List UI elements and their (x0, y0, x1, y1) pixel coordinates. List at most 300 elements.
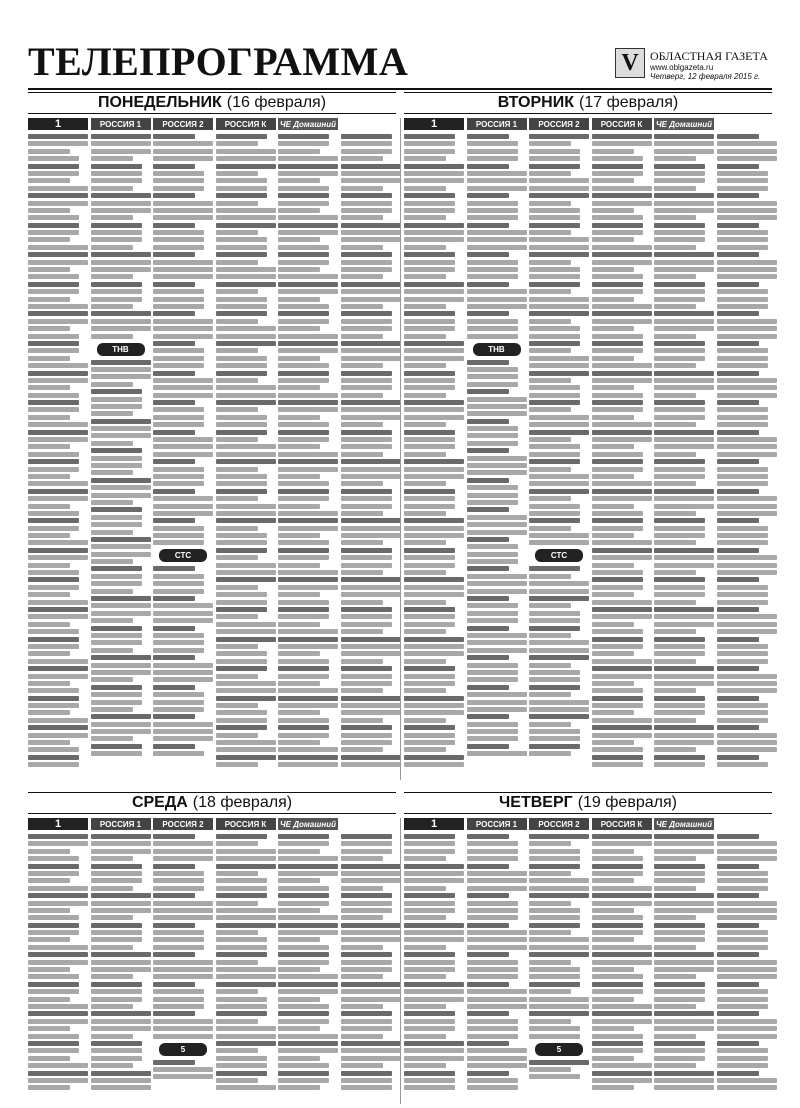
program-line (28, 1078, 88, 1083)
channel-logo: ЧЕ Домашний (654, 118, 714, 130)
day-date: (16 февраля) (226, 94, 327, 111)
program-line (153, 736, 213, 741)
program-line (153, 1011, 195, 1016)
program-line (529, 378, 571, 383)
program-line (91, 411, 133, 416)
program-line (529, 274, 580, 279)
program-line (654, 629, 696, 634)
program-line (654, 747, 696, 752)
program-line (278, 974, 338, 979)
program-line (91, 930, 142, 935)
program-line (278, 1048, 338, 1053)
program-line (467, 404, 527, 409)
program-line (28, 518, 79, 523)
program-line (592, 703, 643, 708)
program-line (404, 311, 455, 316)
program-line (592, 304, 652, 309)
program-line (91, 201, 151, 206)
program-line (529, 997, 589, 1002)
program-line (529, 156, 580, 161)
program-line (216, 496, 258, 501)
program-line (467, 908, 518, 913)
program-line (341, 688, 383, 693)
program-line (467, 367, 518, 372)
program-line (592, 651, 634, 656)
program-line (529, 856, 580, 861)
program-line (341, 886, 383, 891)
program-line (654, 201, 714, 206)
program-line (153, 864, 195, 869)
program-line (341, 164, 401, 169)
program-line (717, 864, 759, 869)
program-line (278, 923, 338, 928)
program-line (592, 363, 652, 368)
program-line (91, 574, 142, 579)
program-line (28, 893, 88, 898)
program-line (91, 967, 151, 972)
program-line (153, 223, 195, 228)
program-line (278, 945, 329, 950)
program-line (341, 378, 392, 383)
program-line (28, 607, 88, 612)
program-line (592, 489, 652, 494)
program-line (153, 1019, 213, 1024)
program-line (91, 304, 133, 309)
program-line (467, 707, 527, 712)
program-line (216, 659, 267, 664)
program-line (467, 937, 527, 942)
program-line (467, 685, 509, 690)
program-line (529, 603, 571, 608)
program-line (153, 908, 213, 913)
channel-column (216, 818, 276, 1104)
program-line (216, 681, 276, 686)
program-line (216, 688, 276, 693)
program-line (216, 666, 267, 671)
program-line (341, 452, 383, 457)
program-line (341, 415, 401, 420)
program-line (654, 600, 696, 605)
program-line (278, 1004, 329, 1009)
program-line (404, 245, 446, 250)
program-line (592, 666, 652, 671)
program-line (592, 930, 643, 935)
program-line (404, 156, 446, 161)
program-line (341, 400, 401, 405)
program-line (28, 725, 88, 730)
program-line (153, 134, 195, 139)
program-line (717, 886, 768, 891)
program-line (28, 334, 79, 339)
program-line (28, 871, 79, 876)
program-line (592, 841, 652, 846)
program-line (91, 515, 142, 520)
program-line (529, 304, 589, 309)
program-line (216, 725, 267, 730)
program-line (717, 622, 777, 627)
program-line (91, 1019, 151, 1024)
program-line (404, 982, 464, 987)
program-line (654, 681, 714, 686)
program-line (404, 893, 455, 898)
program-line (654, 260, 714, 265)
program-line (91, 500, 133, 505)
program-line (341, 989, 401, 994)
program-line (654, 511, 696, 516)
program-line (529, 1074, 580, 1079)
program-line (216, 334, 276, 339)
program-line (529, 670, 580, 675)
program-line (404, 651, 464, 656)
program-line (278, 849, 320, 854)
program-line (341, 952, 392, 957)
program-line (404, 178, 464, 183)
program-line (28, 371, 88, 376)
program-line (91, 952, 151, 957)
program-line (467, 215, 518, 220)
program-line (341, 718, 383, 723)
program-line (153, 982, 195, 987)
program-line (91, 589, 133, 594)
program-line (654, 614, 714, 619)
program-line (278, 703, 338, 708)
program-line (592, 577, 643, 582)
program-line (341, 319, 392, 324)
program-line (529, 736, 580, 741)
program-line (717, 740, 777, 745)
program-line (592, 1041, 643, 1046)
program-line (28, 901, 88, 906)
program-line (216, 319, 258, 324)
program-line (654, 193, 714, 198)
program-line (216, 186, 267, 191)
program-line (341, 1063, 383, 1068)
program-line (529, 841, 571, 846)
program-line (216, 341, 276, 346)
program-line (592, 1078, 652, 1083)
program-line (341, 193, 392, 198)
program-line (529, 1034, 580, 1039)
program-line (216, 171, 258, 176)
program-line (91, 311, 151, 316)
program-line (467, 141, 518, 146)
program-line (467, 267, 518, 272)
program-line (654, 504, 714, 509)
program-line (404, 274, 446, 279)
program-line (91, 559, 133, 564)
program-line (341, 666, 392, 671)
program-line (717, 363, 768, 368)
program-line (28, 864, 79, 869)
program-line (278, 193, 329, 198)
program-line (278, 666, 329, 671)
program-line (216, 607, 267, 612)
day-name: ПОНЕДЕЛЬНИК (97, 94, 222, 111)
program-line (654, 563, 714, 568)
program-line (654, 422, 696, 427)
program-line (216, 930, 258, 935)
program-line (278, 474, 320, 479)
program-line (654, 141, 714, 146)
program-line (153, 518, 195, 523)
program-line (529, 149, 580, 154)
program-line (592, 1004, 652, 1009)
program-line (28, 659, 88, 664)
program-line (153, 648, 204, 653)
program-line (216, 430, 267, 435)
program-line (404, 511, 446, 516)
program-line (278, 164, 338, 169)
program-line (341, 1041, 401, 1046)
program-line (91, 289, 142, 294)
program-line (278, 141, 329, 146)
program-line (592, 260, 652, 265)
program-line (717, 651, 768, 656)
program-line (216, 718, 267, 723)
program-line (216, 614, 258, 619)
program-line (717, 901, 777, 906)
program-line (717, 526, 768, 531)
program-line (717, 385, 777, 390)
program-line (592, 614, 652, 619)
program-line (216, 908, 276, 913)
program-line (153, 215, 213, 220)
program-line (91, 618, 133, 623)
program-line (278, 319, 329, 324)
program-line (91, 478, 151, 483)
program-line (654, 304, 696, 309)
program-line (467, 960, 518, 965)
program-line (654, 215, 696, 220)
program-line (278, 548, 329, 553)
program-line (529, 611, 580, 616)
program-line (717, 762, 768, 767)
program-line (153, 1026, 213, 1031)
program-line (153, 467, 204, 472)
program-line (153, 452, 213, 457)
program-line (153, 871, 204, 876)
program-line (28, 622, 70, 627)
program-line (341, 245, 383, 250)
program-line (216, 864, 276, 869)
program-line (592, 422, 652, 427)
program-line (278, 989, 338, 994)
program-line (341, 1048, 401, 1053)
program-line (529, 267, 580, 272)
program-line (592, 400, 643, 405)
program-line (341, 533, 401, 538)
program-line (278, 696, 338, 701)
program-line (341, 1056, 401, 1061)
program-line (592, 762, 643, 767)
program-line (467, 252, 509, 257)
program-line (153, 304, 204, 309)
program-line (28, 245, 88, 250)
program-line (717, 592, 768, 597)
program-line (654, 1056, 705, 1061)
program-line (216, 960, 258, 965)
program-line (91, 736, 133, 741)
program-line (592, 710, 634, 715)
program-line (153, 596, 195, 601)
program-line (529, 208, 580, 213)
program-line (91, 404, 142, 409)
program-line (341, 274, 383, 279)
program-line (529, 744, 580, 749)
program-line (404, 348, 464, 353)
program-line (467, 640, 527, 645)
program-line (216, 504, 276, 509)
program-line (404, 452, 446, 457)
program-line (28, 496, 88, 501)
program-line (278, 282, 338, 287)
program-line (28, 688, 79, 693)
program-line (592, 518, 643, 523)
program-line (153, 700, 204, 705)
program-line (467, 878, 527, 883)
program-line (153, 297, 204, 302)
program-line (404, 629, 446, 634)
program-line (91, 893, 151, 898)
program-line (28, 577, 79, 582)
program-line (717, 989, 768, 994)
program-line (592, 644, 643, 649)
program-line (717, 570, 777, 575)
program-line (404, 915, 446, 920)
program-line (278, 555, 329, 560)
program-line (717, 444, 777, 449)
program-line (404, 430, 455, 435)
program-line (216, 945, 267, 950)
program-line (91, 901, 151, 906)
program-line (278, 407, 338, 412)
program-line (341, 585, 401, 590)
program-line (404, 540, 446, 545)
program-line (467, 648, 527, 653)
program-line (467, 544, 518, 549)
program-line (341, 703, 401, 708)
program-line (28, 452, 79, 457)
program-line (153, 923, 195, 928)
program-line (592, 637, 643, 642)
program-line (216, 878, 267, 883)
program-line (654, 156, 696, 161)
program-line (216, 415, 267, 420)
program-line (28, 385, 70, 390)
program-line (529, 319, 571, 324)
program-line (592, 252, 652, 257)
program-line (153, 633, 204, 638)
program-line (654, 415, 705, 420)
program-line (341, 348, 401, 353)
program-line (216, 592, 267, 597)
program-line (529, 474, 589, 479)
program-line (717, 747, 777, 752)
program-line (28, 666, 88, 671)
program-line (404, 282, 464, 287)
program-line (91, 856, 133, 861)
program-line (467, 751, 527, 756)
program-line (216, 282, 276, 287)
program-line (592, 937, 634, 942)
program-line (467, 326, 518, 331)
program-line (592, 289, 643, 294)
program-line (28, 563, 70, 568)
program-line (91, 141, 151, 146)
program-line (654, 952, 714, 957)
day-name: ВТОРНИК (497, 94, 574, 111)
program-line (654, 930, 705, 935)
program-line (341, 856, 383, 861)
program-line (341, 915, 383, 920)
program-line (341, 930, 401, 935)
program-line (341, 908, 392, 913)
channel-logo: РОССИЯ 1 (467, 118, 527, 130)
program-line (404, 614, 455, 619)
program-line (278, 1011, 329, 1016)
program-line (592, 688, 643, 693)
program-line (341, 141, 392, 146)
program-line (278, 274, 338, 279)
program-line (467, 633, 527, 638)
program-line (341, 607, 392, 612)
program-line (278, 747, 338, 752)
program-line (28, 1019, 88, 1024)
program-line (654, 1041, 705, 1046)
program-line (717, 141, 777, 146)
program-line (91, 581, 142, 586)
program-line (654, 637, 705, 642)
program-line (216, 747, 276, 752)
program-line (341, 363, 383, 368)
program-line (717, 718, 768, 723)
program-line (717, 267, 777, 272)
channel-column (153, 118, 213, 778)
program-line (216, 149, 276, 154)
program-line (153, 744, 195, 749)
program-line (529, 178, 589, 183)
program-line (529, 201, 571, 206)
program-line (153, 751, 204, 756)
program-line (717, 1078, 777, 1083)
program-line (153, 849, 213, 854)
program-line (91, 633, 142, 638)
program-line (28, 1085, 70, 1090)
program-line (654, 841, 714, 846)
program-line (592, 341, 643, 346)
program-line (529, 245, 589, 250)
program-line (278, 215, 338, 220)
program-line (278, 930, 338, 935)
program-line (654, 555, 714, 560)
program-line (654, 164, 705, 169)
program-line (717, 937, 768, 942)
program-line (654, 659, 696, 664)
program-line (28, 703, 79, 708)
program-line (529, 518, 580, 523)
program-line (592, 334, 643, 339)
program-line (467, 411, 527, 416)
program-line (28, 982, 79, 987)
program-line (592, 989, 643, 994)
program-line (529, 923, 580, 928)
program-line (28, 1041, 79, 1046)
program-line (529, 297, 589, 302)
program-line (153, 393, 213, 398)
channel-column (91, 118, 151, 778)
program-line (91, 722, 151, 727)
program-line (654, 967, 714, 972)
